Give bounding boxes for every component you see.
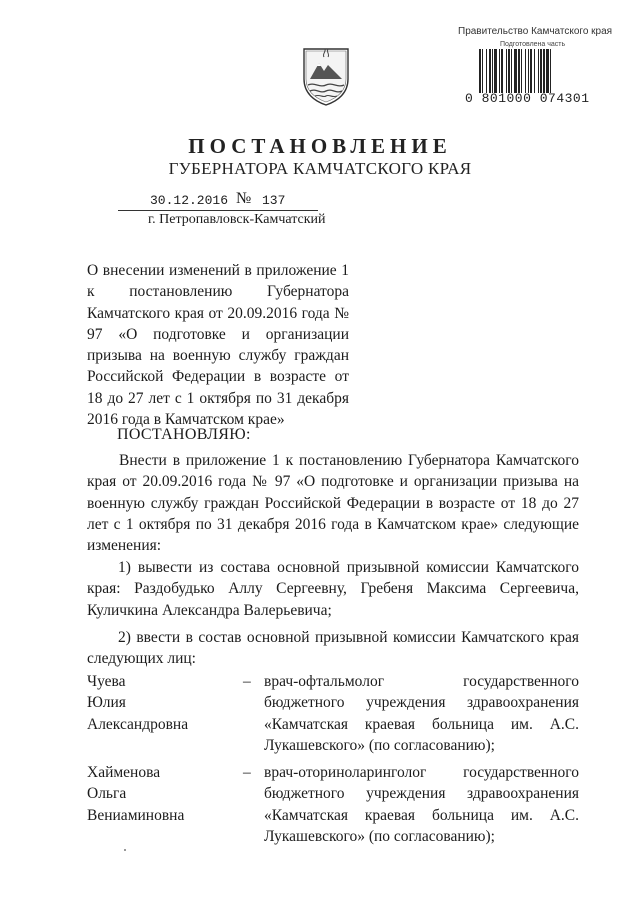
person-name: Хайменова Ольга Вениаминовна <box>87 764 185 824</box>
person-role: врач-офтальмолог государственного бюджетного учреждения здравоохранения «Камчатская краевая больница им. А.С. Лукашевского» (по согласованию); <box>264 673 579 754</box>
barcode-bar <box>543 49 545 93</box>
barcode-bar <box>518 49 520 93</box>
kamchatka-coat-of-arms-icon <box>300 45 352 107</box>
barcode-bar <box>530 49 532 93</box>
scan-speck <box>124 849 126 851</box>
document-city: г. Петропавловск-Камчатский <box>148 212 326 227</box>
barcode-bar <box>499 49 500 93</box>
barcode-bar <box>521 49 522 93</box>
barcode-bar <box>501 49 503 93</box>
barcode-bar <box>534 49 535 93</box>
registration-copy-label: Подготовлена часть <box>500 41 566 48</box>
decree-item-1 <box>87 557 579 621</box>
barcode <box>478 49 578 93</box>
document-number-label: № <box>236 190 252 207</box>
document-title: ПОСТАНОВЛЕНИЕ <box>188 134 452 158</box>
barcode-bar <box>492 49 493 93</box>
barcode-bar <box>528 49 529 93</box>
document-number: 137 <box>262 193 286 208</box>
decree-intro-text: Внести в приложение 1 к постановлению Губернатора Камчатского края от 20.09.2016 года № 97 «О подготовке и организации призыва на военную службу граждан Российской Федерации в возрасте от 18 до 27 лет с 1 октября по 31 декабря 2016 года в Камчатском крае» следующие изменения: <box>87 452 579 555</box>
barcode-bar <box>508 49 510 93</box>
document-subject: О внесении изменений в приложение 1 к постановлению Губернатора Камчатского края от 20.09.2016 года № 97 «О подготовке и организации призыва на военную службу граждан Российской Федерации в возрасте от 18 до 27 лет с 1 октября по 31 декабря 2016 года в Камчатском крае» <box>87 262 349 429</box>
document-subtitle: ГУБЕРНАТОРА КАМЧАТСКОГО КРАЯ <box>168 159 472 178</box>
barcode-bar <box>538 49 539 93</box>
barcode-bar <box>525 49 526 93</box>
barcode-bar <box>540 49 542 93</box>
barcode-bar <box>486 49 487 93</box>
barcode-bar <box>482 49 483 93</box>
barcode-bar <box>511 49 512 93</box>
person-role: врач-оториноларинголог государственного бюджетного учреждения здравоохранения «Камчатская краевая больница им. А.С. Лукашевского» (по согласованию); <box>264 764 579 845</box>
barcode-number: 0 801000 074301 <box>465 91 590 106</box>
decree-word: ПОСТАНОВЛЯЮ: <box>117 426 251 443</box>
registration-org-label: Правительство Камчатского края <box>458 26 613 37</box>
barcode-bar <box>489 49 491 93</box>
decree-item-2-text: 2) ввести в состав основной призывной комиссии Камчатского края следующих лиц: <box>87 629 579 668</box>
decree-item-1-text: 1) вывести из состава основной призывной комиссии Камчатского края: Раздобудько Аллу Сергеевну, Гребеня Максима Сергеевича, Куличкина Александра Валерьевича; <box>87 559 579 619</box>
person-name: Чуева Юлия Александровна <box>87 673 189 733</box>
barcode-bar <box>494 49 497 93</box>
decree-intro-paragraph <box>87 450 579 556</box>
date-underline <box>118 210 318 211</box>
barcode-bar <box>479 49 481 93</box>
document-date: 30.12.2016 <box>150 193 229 208</box>
barcode-bar <box>506 49 507 93</box>
barcode-bar <box>550 49 551 93</box>
barcode-bar <box>514 49 517 93</box>
barcode-bar <box>546 49 549 93</box>
person-dash: – <box>243 673 251 690</box>
decree-item-2 <box>87 627 579 670</box>
person-dash: – <box>243 764 251 781</box>
